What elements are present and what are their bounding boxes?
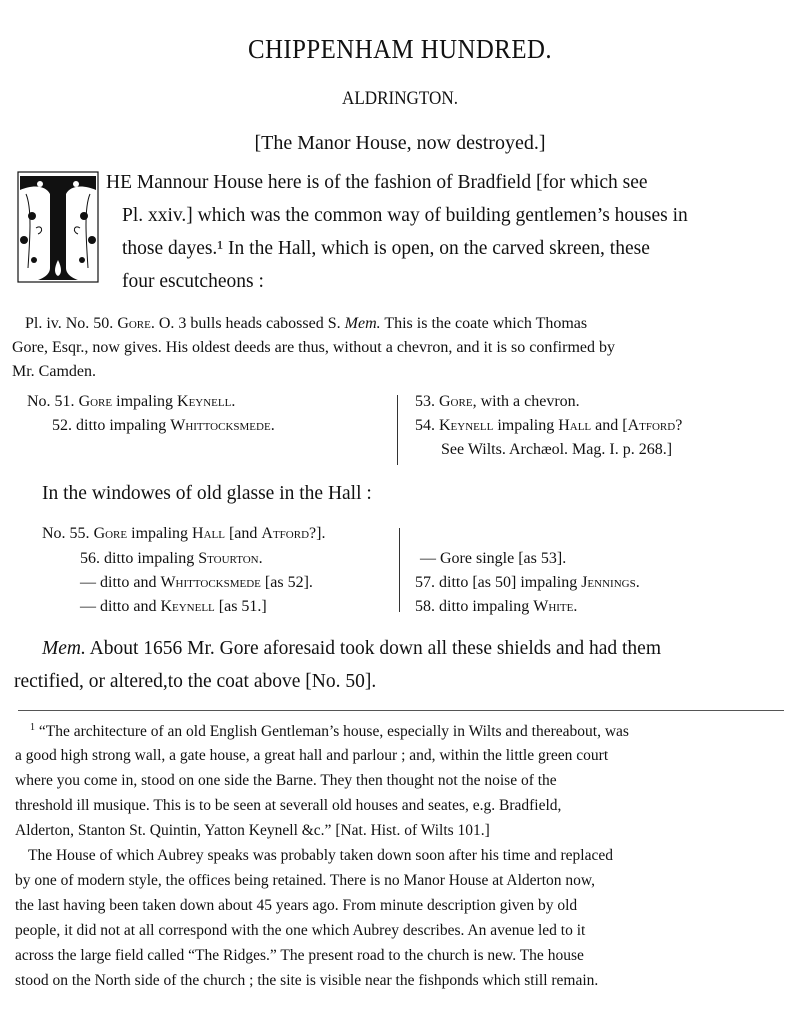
footnote-para2-line-3: the last having been taken down about 45 years ago. From minute description given by old (15, 897, 578, 914)
mem-label: Mem. (344, 315, 381, 332)
window-item-55: No. 55. Gore impaling Hall [and Atford?]. (42, 525, 326, 542)
footnote-marker: 1 (30, 722, 35, 733)
footnote-line-4: threshold ill musique. This is to be seen at severall old houses and seates, e.g. Bradfield, (15, 797, 562, 814)
footnote-para2-line-6: stood on the North side of the church ; the site is visible near the fishponds which still remain. (15, 972, 599, 989)
memo-line-2: rectified, or altered,to the coat above [No. 50]. (14, 671, 377, 692)
footnote-para2-line-2: by one of modern style, the offices being retained. There is no Manor House at Alderton now, (15, 872, 595, 889)
window-item-whittocksmede: — ditto and Whittocksmede [as 52]. (80, 574, 313, 591)
footnote-line-2: a good high strong wall, a gate house, a great hall and parlour ; and, within the little green court (15, 747, 609, 764)
intro-line-1: HE Mannour House here is of the fashion of Bradfield [for which see (106, 172, 648, 193)
section-caption: [The Manor House, now destroyed.] (254, 132, 546, 154)
escutcheon-50-line-2: Gore, Esqr., now gives. His oldest deeds are thus, without a chevron, and it is so confirmed by (12, 339, 615, 356)
windows-heading: In the windowes of old glasse in the Hall : (42, 483, 372, 504)
footnote-para2-line-4: people, it did not at all correspond with the one which Aubrey describes. An avenue led to it (15, 922, 586, 939)
escutcheon-50-blazon: . O. 3 bulls heads cabossed S. (150, 315, 345, 332)
footnote-line-3: where you come in, stood on one side the Barne. They then thought not the noise of the (15, 772, 557, 789)
escutcheon-50-ref: Pl. iv. No. 50. (25, 315, 118, 332)
escutcheon-50-note: This is the coate which Thomas (380, 315, 588, 332)
intro-line-3: those dayes.¹ In the Hall, which is open, on the carved skreen, these (122, 238, 650, 259)
footnote-rule (18, 710, 784, 711)
window-item-57: 57. ditto [as 50] impaling Jennings. (415, 574, 640, 591)
column-divider (399, 528, 400, 612)
window-item-56: 56. ditto impaling Stourton. (80, 550, 263, 567)
escutcheon-50-name: Gore (117, 315, 151, 332)
escutcheon-50-line-1 (25, 315, 587, 333)
memo-line-1: Mem. About 1656 Mr. Gore aforesaid took down all these shields and had them (42, 638, 662, 659)
escutcheon-50-line-3: Mr. Camden. (12, 363, 96, 380)
window-item-58: 58. ditto impaling White. (415, 598, 578, 615)
page-title: CHIPPENHAM HUNDRED. (247, 34, 553, 64)
window-item-gore-single: — Gore single [as 53]. (420, 550, 567, 567)
intro-line-4: four escutcheons : (122, 271, 264, 292)
mem-label: Mem. (42, 638, 86, 659)
screen-item-54-reference: See Wilts. Archæol. Mag. I. p. 268.] (441, 441, 673, 458)
window-item-keynell: — ditto and Keynell [as 51.] (80, 598, 267, 615)
footnote-para2-line-1: The House of which Aubrey speaks was probably taken down soon after his time and replaced (28, 847, 613, 864)
ornamental-drop-cap-t-icon (12, 168, 104, 286)
footnote-line-1: $^1$ “The architecture of an old English Gentleman’s house, especially in Wilts and thereabout, was (30, 722, 629, 741)
footnote-line-5: Alderton, Stanton St. Quintin, Yatton Keynell &c.” [Nat. Hist. of Wilts 101.] (15, 822, 490, 839)
intro-line-2: Pl. xxiv.] which was the common way of building gentlemen’s houses in (122, 205, 688, 226)
section-title: ALDRINGTON. (341, 88, 459, 109)
screen-item-53: 53. Gore, with a chevron. (415, 393, 580, 410)
screen-item-51: No. 51. Gore impaling Keynell. (27, 393, 236, 410)
footnote-para2-line-5: across the large field called “The Ridges.” The present road to the church is new. The house (15, 947, 584, 964)
screen-item-54: 54. Keynell impaling Hall and [Atford? (415, 417, 683, 434)
column-divider (397, 395, 398, 465)
screen-item-52: 52. ditto impaling Whittocksmede. (52, 417, 275, 434)
